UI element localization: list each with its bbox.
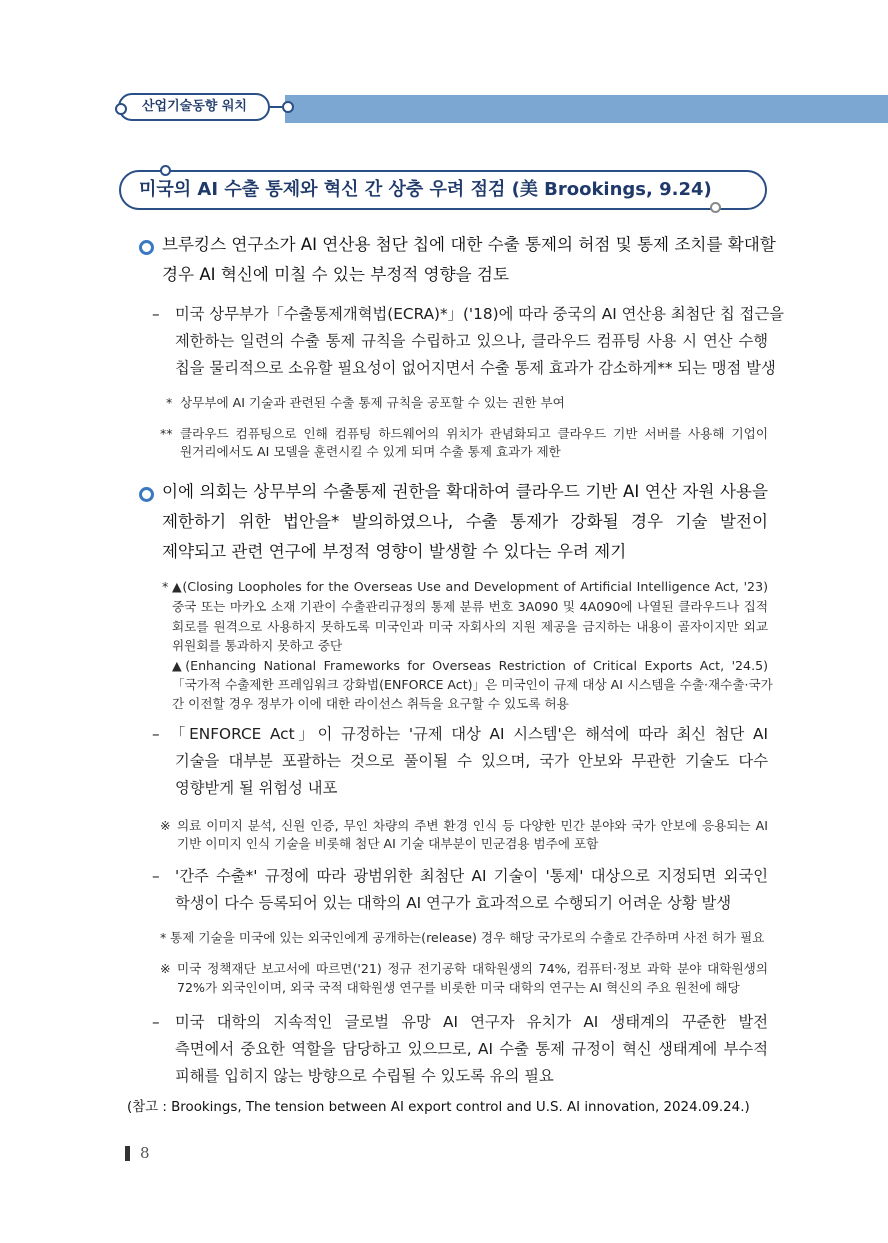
dash-2-line-1: 「ENFORCE Act」이 규정하는 '규제 대상 AI 시스템'은 해석에 따라 최신 첨단 AI (170, 725, 768, 743)
note-1-line-1: 상무부에 AI 기술과 관련된 수출 통제 규칙을 공포할 수 있는 권한 부여 (180, 395, 565, 410)
note-marker: * (162, 579, 169, 594)
dash-1-line-2: 제한하는 일련의 수출 통제 규칙을 수립하고 있으나, 클라우드 컴퓨팅 사용 시 연산 수행 (175, 332, 768, 350)
header-left-dot-icon (115, 103, 127, 115)
dash-1-line-3: 칩을 물리적으로 소유할 필요성이 없어지면서 수출 통제 효과가 감소하게** 되는 맹점 발생 (175, 359, 776, 377)
article-title-text: 미국의 AI 수출 통제와 혁신 간 상충 우려 점검 (美 Brookings, 9.24) (139, 179, 712, 200)
note-marker: ※ (160, 818, 171, 833)
note-3-line-3: 회로를 원격으로 사용하지 못하도록 미국인과 미국 자회사의 지원 제공을 금지하는 내용이 골자이지만 외교 (172, 619, 768, 634)
dash-2-line-3: 영향받게 될 위험성 내포 (175, 779, 338, 797)
dash-marker: – (152, 1013, 160, 1031)
note-marker: * (160, 930, 167, 945)
page-number: 8 (140, 1144, 150, 1162)
note-4-line-1: 의료 이미지 분석, 신원 인증, 무인 차량의 주변 환경 인식 등 다양한 민간 분야와 국가 안보에 응용되는 AI (177, 818, 768, 833)
note-marker: * (166, 395, 173, 410)
dash-marker: – (152, 725, 160, 743)
title-bottom-dot-icon (710, 202, 721, 213)
dash-4-line-3: 피해를 입히지 않는 방향으로 수립될 수 있도록 유의 필요 (175, 1067, 554, 1085)
dash-3-line-1: '간주 수출*' 규정에 따라 광범위한 최첨단 AI 기술이 '통제' 대상으로 지정되면 외국인 (175, 867, 768, 885)
note-marker: ** (160, 426, 173, 441)
bullet-circle-icon (139, 240, 154, 255)
dash-1-line-1: 미국 상무부가「수출통제개혁법(ECRA)*」('18)에 따라 중국의 AI 연산용 최첨단 칩 접근을 (175, 305, 785, 323)
dash-marker: – (152, 305, 160, 323)
bullet-2-line-1: 이에 의회는 상무부의 수출통제 권한을 확대하여 클라우드 기반 AI 연산 자원 사용을 (162, 482, 768, 501)
note-marker: ※ (160, 961, 171, 976)
note-5-line-1: 통제 기술을 미국에 있는 외국인에게 공개하는(release) 경우 해당 국가로의 수출로 간주하며 사전 허가 필요 (170, 930, 765, 945)
reference-citation: (참고 : Brookings, The tension between AI export control and U.S. AI innovation, 2024.09.24.) (127, 1100, 750, 1115)
title-top-dot-icon (160, 165, 171, 176)
section-label (118, 93, 270, 121)
article-title (119, 170, 767, 210)
note-3-line-4: 위원회를 통과하지 못하고 중단 (172, 638, 343, 653)
bullet-2-line-2: 제한하기 위한 법안을* 발의하였으나, 수출 통제가 강화될 경우 기술 발전이 (162, 512, 768, 531)
dash-4-line-2: 측면에서 중요한 역할을 담당하고 있으므로, AI 수출 통제 규정이 혁신 생태계에 부수적 (175, 1040, 768, 1058)
note-2-line-2: 원거리에서도 AI 모델을 훈련시킬 수 있게 되며 수출 통제 효과가 제한 (180, 444, 561, 459)
bullet-2-line-3: 제약되고 관련 연구에 부정적 영향이 발생할 수 있다는 우려 제기 (162, 542, 627, 561)
bullet-circle-icon (139, 487, 154, 502)
header-dot-icon (282, 101, 294, 113)
note-6-line-2: 72%가 외국인이며, 외국 국적 대학원생 연구를 비롯한 미국 대학의 연구는 AI 혁신의 주요 원천에 해당 (177, 980, 740, 995)
note-3-line-5: ▲(Enhancing National Frameworks for Overseas Restriction of Critical Exports Act, '24.5) (172, 658, 768, 673)
header-band (285, 95, 888, 123)
bullet-1-line-1: 브루킹스 연구소가 AI 연산용 첨단 칩에 대한 수출 통제의 허점 및 통제 조치를 확대할 (162, 235, 776, 254)
note-4-line-2: 기반 이미지 인식 기술을 비롯해 첨단 AI 기술 대부분이 민군겸용 범주에 포함 (177, 836, 599, 851)
note-3-line-6: 「국가적 수출제한 프레임워크 강화법(ENFORCE Act)」은 미국인이 규제 대상 AI 시스템을 수출·재수출·국가 (172, 677, 773, 692)
note-3-line-2: 중국 또는 마카오 소재 기관이 수출관리규정의 통제 분류 번호 3A090 및 4A090에 나열된 클라우드나 집적 (172, 599, 768, 614)
section-label-text: 산업기술동향 워치 (142, 99, 247, 114)
dash-marker: – (152, 867, 160, 885)
bullet-1-line-2: 경우 AI 혁신에 미칠 수 있는 부정적 영향을 검토 (162, 265, 509, 284)
page-marker-bar (125, 1146, 130, 1161)
note-3-line-7: 간 이전할 경우 정부가 이에 대한 라이선스 취득을 요구할 수 있도록 허용 (172, 696, 569, 711)
note-6-line-1: 미국 정책재단 보고서에 따르면('21) 정규 전기공학 대학원생의 74%, 컴퓨터·정보 과학 분야 대학원생의 (177, 961, 768, 976)
dash-4-line-1: 미국 대학의 지속적인 글로벌 유망 AI 연구자 유치가 AI 생태계의 꾸준한 발전 (175, 1013, 768, 1031)
header-connector (270, 106, 282, 108)
note-2-line-1: 클라우드 컴퓨팅으로 인해 컴퓨팅 하드웨어의 위치가 관념화되고 클라우드 기반 서버를 사용해 기업이 (180, 426, 768, 441)
dash-3-line-2: 학생이 다수 등록되어 있는 대학의 AI 연구가 효과적으로 수행되기 어려운 상황 발생 (175, 894, 732, 912)
dash-2-line-2: 기술을 대부분 포괄하는 것으로 풀이될 수 있으며, 국가 안보와 무관한 기술도 다수 (175, 752, 768, 770)
note-3-line-1: ▲(Closing Loopholes for the Overseas Use and Development of Artificial Intelligence Act, '23) (172, 579, 768, 594)
